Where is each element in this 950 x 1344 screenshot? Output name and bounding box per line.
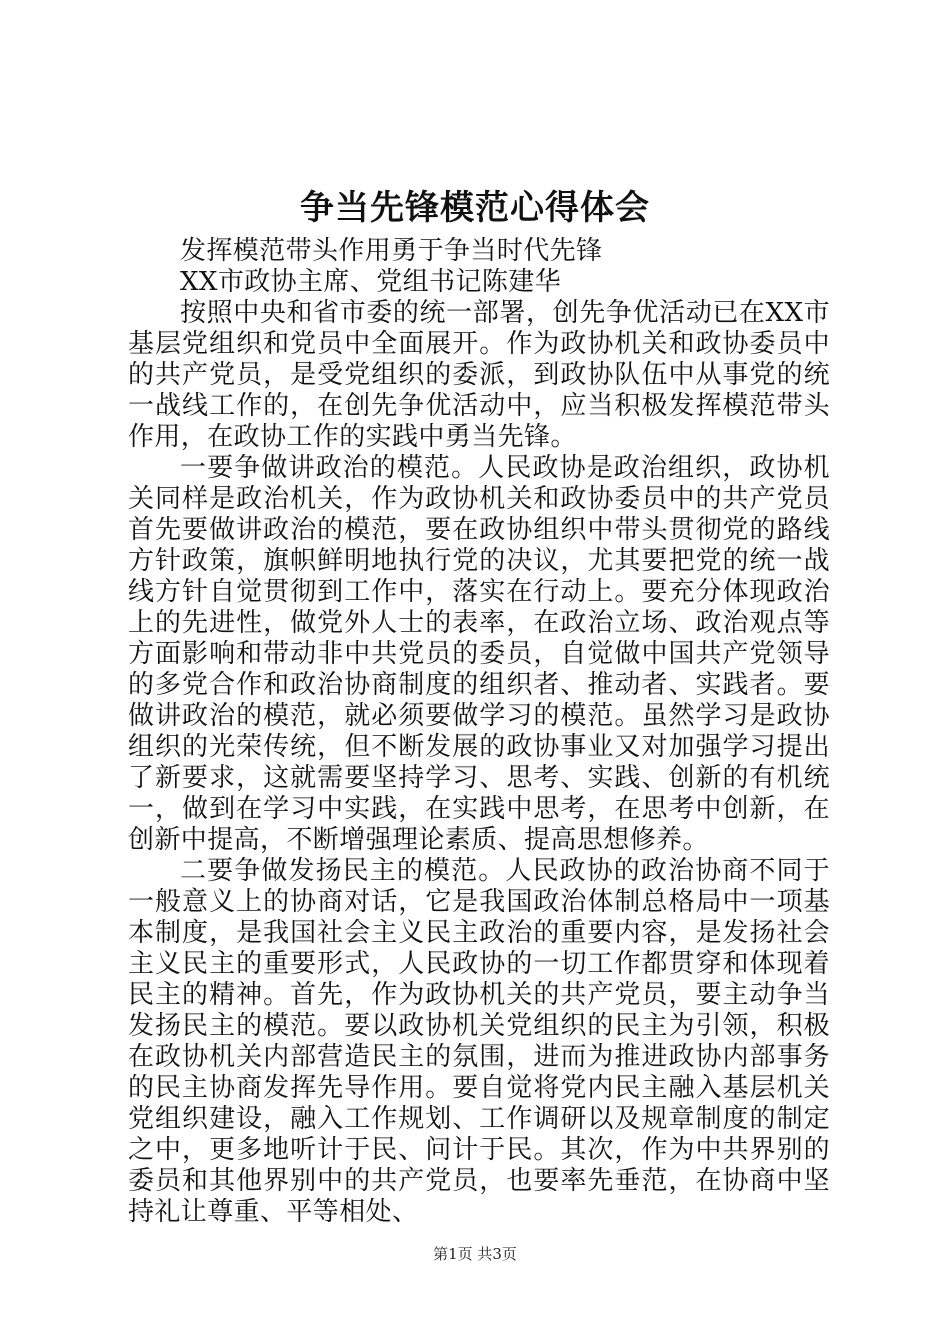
- page-number-footer: 第1页 共3页: [433, 1245, 517, 1263]
- subtitle: 发挥模范带头作用勇于争当时代先锋: [180, 236, 603, 266]
- document-body: [128, 236, 830, 1228]
- author-line: XX市政协主席、党组书记陈建华: [180, 267, 562, 297]
- paragraph-intro: 按照中央和省市委的统一部署，创先争优活动已在XX市基层党组织和党员中全面展开。作为政协机关和政协委员中的共产党员，是受党组织的委派，到政协队伍中从事党的统一战线工作的，在创先争优活动中，应当积极发挥模范带头作用，在政协工作的实践中勇当先锋。: [128, 298, 830, 452]
- paragraph-democracy: 二要争做发扬民主的模范。人民政协的政治协商不同于一般意义上的协商对话，它是我国政治体制总格局中一项基本制度，是我国社会主义民主政治的重要内容，是发扬社会主义民主的重要形式，人民政协的一切工作都贯穿和体现着民主的精神。首先，作为政协机关的共产党员，要主动争当发扬民主的模范。要以政协机关党组织的民主为引领，积极在政协机关内部营造民主的氛围，进而为推进政协内部事务的民主协商发挥先导作用。要自觉将党内民主融入基层机关党组织建设，融入工作规划、工作调研以及规章制度的制定之中，更多地听计于民、问计于民。其次，作为中共界别的委员和其他界别中的共产党员，也要率先垂范，在协商中坚持礼让尊重、平等相处、: [128, 856, 830, 1227]
- document-title: 争当先锋模范心得体会: [300, 188, 650, 228]
- paragraph-politics: 一要争做讲政治的模范。人民政协是政治组织，政协机关同样是政治机关，作为政协机关和政协委员中的共产党员首先要做讲政治的模范，要在政协组织中带头贯彻党的路线方针政策，旗帜鲜明地执行党的决议，尤其要把党的统一战线方针自觉贯彻到工作中，落实在行动上。要充分体现政治上的先进性，做党外人士的表率，在政治立场、政治观点等方面影响和带动非中共党员的委员，自觉做中国共产党领导的多党合作和政治协商制度的组织者、推动者、实践者。要做讲政治的模范，就必须要做学习的模范。虽然学习是政协组织的光荣传统，但不断发展的政协事业又对加强学习提出了新要求，这就需要坚持学习、思考、实践、创新的有机统一，做到在学习中实践，在实践中思考，在思考中创新，在创新中提高，不断增强理论素质、提高思想修养。: [128, 453, 830, 855]
